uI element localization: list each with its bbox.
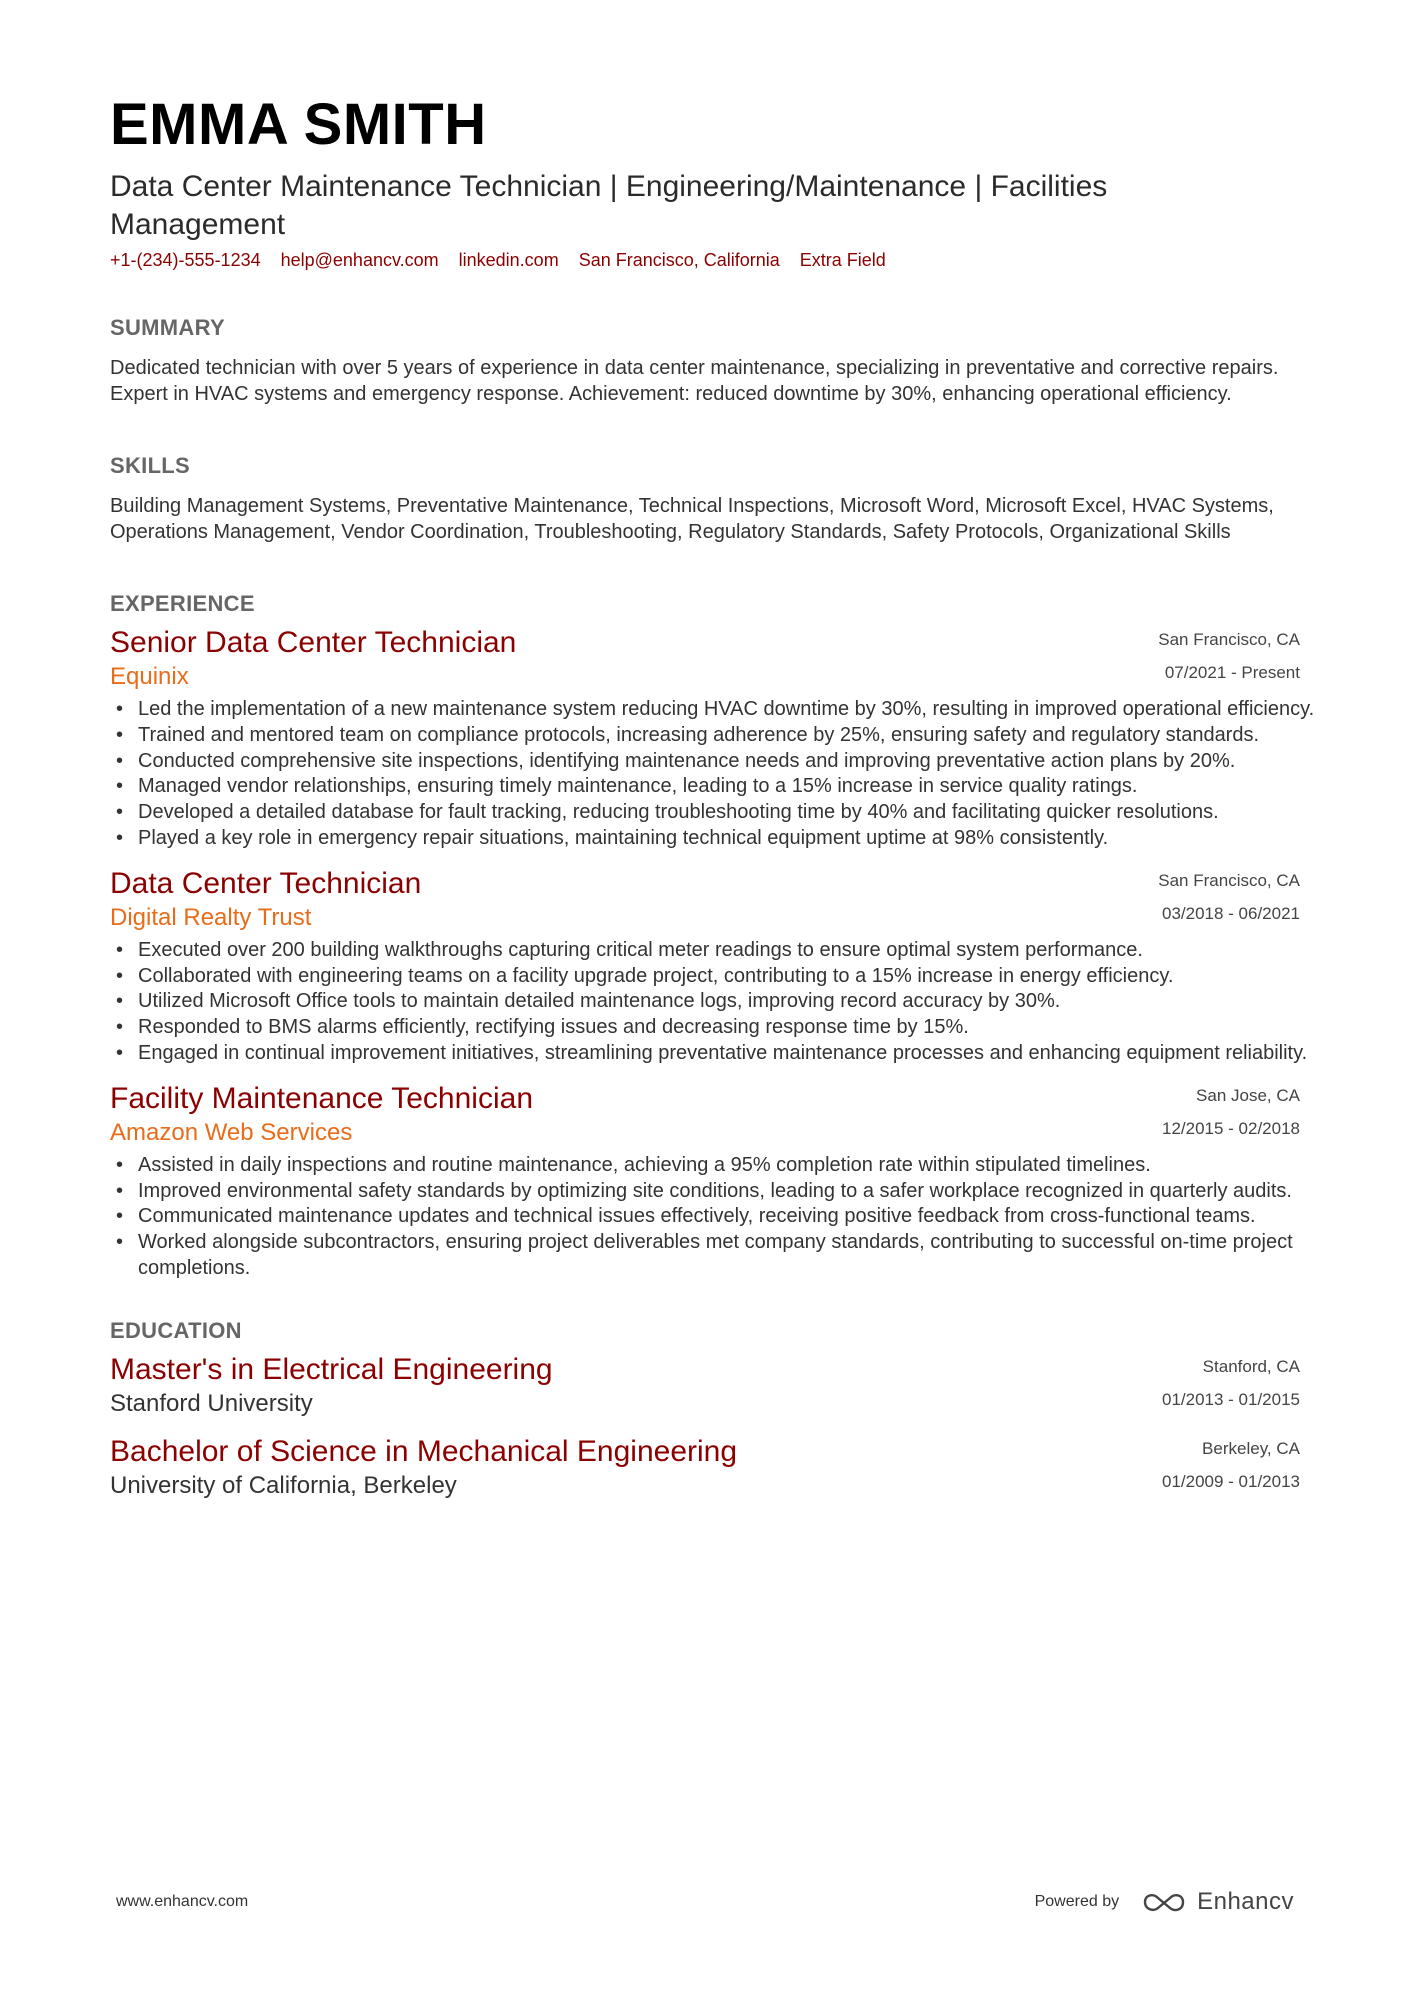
education-entry-header <box>110 1352 1300 1420</box>
experience-bullet: • Developed a detailed database for fault tracking, reducing troubleshooting time by 40% and facilitating quicker resolutions. <box>138 800 1328 826</box>
skills-section <box>110 453 1300 545</box>
experience-list <box>110 625 1315 1282</box>
contact-linkedin[interactable]: linkedin.com <box>458 250 559 270</box>
job-dates: 07/2021 - Present <box>1164 663 1300 682</box>
contact-email[interactable]: help@enhancv.com <box>280 250 439 270</box>
summary-section <box>110 315 1300 407</box>
job-location: San Francisco, CA <box>1158 870 1300 890</box>
company-name: Equinix <box>110 663 189 690</box>
summary-title: SUMMARY <box>110 315 225 340</box>
education-title: EDUCATION <box>110 1317 242 1343</box>
summary-text: Dedicated technician with over 5 years of experience in data center maintenance, specializing in preventative and corrective repairs. Expert in HVAC systems and emergency response. Achievement: reduced downtime by 30%, enhancing operational efficiency. <box>110 357 1279 405</box>
experience-bullet: • Utilized Microsoft Office tools to maintain detailed maintenance logs, improving record accuracy by 30%. <box>138 989 1328 1015</box>
education-dates: 01/2013 - 01/2015 <box>1161 1389 1300 1409</box>
experience-bullet: • Collaborated with engineering teams on a facility upgrade project, contributing to a 15% increase in energy efficiency. <box>138 964 1328 990</box>
education-section <box>110 1318 1300 1502</box>
education-location: Berkeley, CA <box>1202 1438 1300 1458</box>
degree-title: Bachelor of Science in Mechanical Engineering <box>110 1434 738 1468</box>
experience-bullet: • Led the implementation of a new maintenance system reducing HVAC downtime by 30%, resulting in improved operational efficiency. <box>138 697 1328 723</box>
experience-bullet: • Responded to BMS alarms efficiently, rectifying issues and decreasing response time by 15%. <box>138 1015 1328 1041</box>
education-list <box>110 1352 1300 1502</box>
school-name: University of California, Berkeley <box>110 1471 457 1499</box>
job-dates: 03/2018 - 06/2021 <box>1161 903 1300 923</box>
job-title: Facility Maintenance Technician <box>110 1081 534 1115</box>
footer-website[interactable]: www.enhancv.com <box>116 1893 249 1910</box>
enhancv-logo-icon <box>1141 1890 1187 1914</box>
experience-bullets <box>110 938 1328 1067</box>
contact-extra: Extra Field <box>799 250 886 270</box>
experience-bullet: • Improved environmental safety standards by optimizing site conditions, leading to a safer workplace recognized in quarterly audits. <box>138 1179 1328 1205</box>
candidate-headline: Data Center Maintenance Technician | Engineering/Maintenance | Facilities Management <box>110 170 1108 241</box>
contact-bar <box>110 250 1300 271</box>
job-dates: 12/2015 - 02/2018 <box>1161 1118 1300 1138</box>
experience-entry-header <box>110 866 1300 934</box>
experience-bullet: • Communicated maintenance updates and technical issues effectively, receiving positive feedback from cross-functional teams. <box>138 1204 1328 1230</box>
company-name: Digital Realty Trust <box>110 903 312 931</box>
job-location: San Jose, CA <box>1196 1085 1300 1105</box>
skills-text: Building Management Systems, Preventative Maintenance, Technical Inspections, Microsoft Word, Microsoft Excel, HVAC Systems, Operations Management, Vendor Coordination, Troubleshooting, Regulatory Standards, Safety Protocols, Organizational Skills <box>110 495 1274 543</box>
candidate-name: EMMA SMITH <box>110 92 487 157</box>
company-name: Amazon Web Services <box>110 1118 353 1146</box>
experience-bullets <box>110 697 1328 852</box>
experience-entry <box>110 1081 1300 1282</box>
enhancv-brand[interactable] <box>1141 1888 1294 1916</box>
school-name: Stanford University <box>110 1389 313 1417</box>
footer-branding <box>1035 1888 1294 1916</box>
experience-bullet: • Managed vendor relationships, ensuring timely maintenance, leading to a 15% increase in service quality ratings. <box>138 774 1328 800</box>
contact-location: San Francisco, California <box>578 250 780 270</box>
experience-bullets <box>110 1153 1328 1282</box>
experience-title: EXPERIENCE <box>110 591 255 616</box>
job-title: Senior Data Center Technician <box>110 626 517 659</box>
education-entry <box>110 1352 1300 1420</box>
enhancv-brand-name: Enhancv <box>1197 1888 1294 1915</box>
experience-bullet: • Engaged in continual improvement initiatives, streamlining preventative maintenance processes and enhancing equipment reliability. <box>138 1041 1328 1067</box>
experience-bullet: • Assisted in daily inspections and routine maintenance, achieving a 95% completion rate within stipulated timelines. <box>138 1153 1328 1179</box>
education-location: Stanford, CA <box>1202 1356 1300 1376</box>
experience-entry-header <box>110 625 1300 693</box>
experience-bullet: • Conducted comprehensive site inspections, identifying maintenance needs and improving preventative action plans by 20%. <box>138 749 1328 775</box>
experience-bullet: • Worked alongside subcontractors, ensuring project deliverables met company standards, contributing to successful on-time project completions. <box>138 1230 1328 1282</box>
job-title: Data Center Technician <box>110 866 422 900</box>
page-footer <box>116 1888 1294 1916</box>
experience-section <box>110 591 1315 1282</box>
education-entry <box>110 1434 1300 1502</box>
job-location: San Francisco, CA <box>1158 630 1300 649</box>
education-dates: 01/2009 - 01/2013 <box>1161 1471 1300 1491</box>
experience-bullet: • Played a key role in emergency repair situations, maintaining technical equipment uptime at 98% consistently. <box>138 826 1328 852</box>
experience-entry-header <box>110 1081 1300 1149</box>
contact-phone[interactable]: +1-(234)-555-1234 <box>110 250 261 270</box>
experience-entry <box>110 625 1315 852</box>
degree-title: Master's in Electrical Engineering <box>110 1352 553 1386</box>
powered-by-label: Powered by <box>1034 1893 1120 1910</box>
skills-title: SKILLS <box>110 453 191 478</box>
experience-bullet: • Executed over 200 building walkthroughs capturing critical meter readings to ensure optimal system performance. <box>138 938 1328 964</box>
education-entry-header <box>110 1434 1300 1502</box>
experience-entry <box>110 866 1308 1067</box>
experience-bullet: • Trained and mentored team on compliance protocols, increasing adherence by 25%, ensuring safety and regulatory standards. <box>138 723 1328 749</box>
